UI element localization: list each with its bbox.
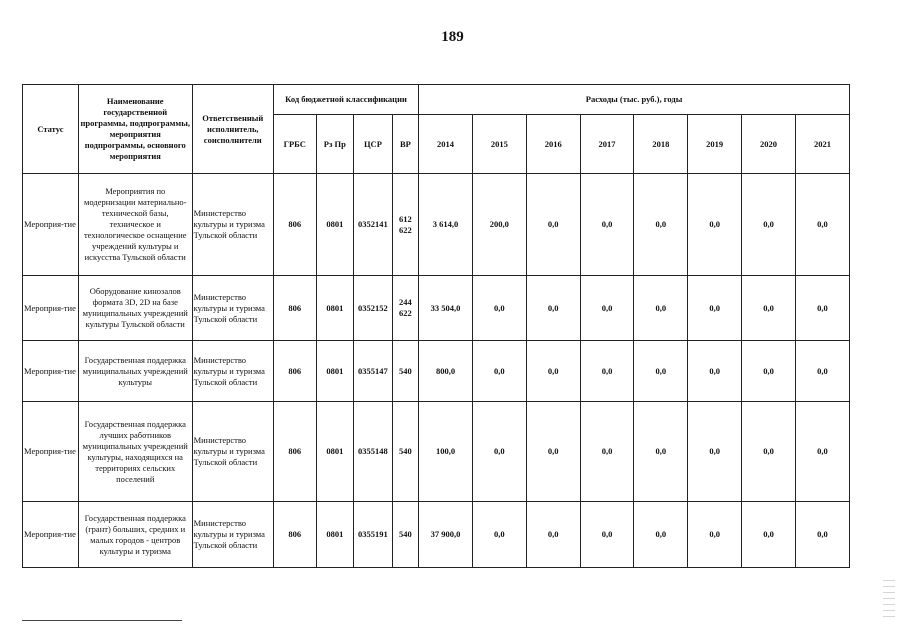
header-status: Статус [23, 85, 79, 174]
row-value-2020: 0,0 [742, 276, 796, 341]
row-value-2018: 0,0 [634, 502, 688, 568]
row-vr: 540 [392, 402, 418, 502]
row-csr: 0355191 [354, 502, 393, 568]
row-value-2021: 0,0 [795, 276, 849, 341]
row-vr: 540 [392, 341, 418, 402]
table-row [23, 341, 850, 402]
row-grbs: 806 [273, 276, 316, 341]
row-value-2021: 0,0 [795, 502, 849, 568]
row-rzpr: 0801 [316, 276, 354, 341]
row-value-2015: 200,0 [472, 174, 526, 276]
row-value-2019: 0,0 [688, 402, 742, 502]
row-executor: Министерство культуры и туризма Тульской области [192, 341, 273, 402]
row-value-2015: 0,0 [472, 341, 526, 402]
row-value-2016: 0,0 [526, 402, 580, 502]
header-vr: ВР [392, 115, 418, 174]
row-value-2014: 33 504,0 [419, 276, 473, 341]
row-value-2020: 0,0 [742, 341, 796, 402]
row-executor: Министерство культуры и туризма Тульской области [192, 174, 273, 276]
header-budget-code: Код бюджетной классификации [273, 85, 418, 115]
row-value-2018: 0,0 [634, 402, 688, 502]
row-value-2017: 0,0 [580, 341, 634, 402]
row-value-2016: 0,0 [526, 276, 580, 341]
table-row [23, 174, 850, 276]
header-year-2020: 2020 [742, 115, 796, 174]
row-value-2015: 0,0 [472, 276, 526, 341]
table-row [23, 502, 850, 568]
row-value-2014: 3 614,0 [419, 174, 473, 276]
header-executor: Ответственный исполнитель, соисполнители [192, 85, 273, 174]
row-vr: 612 622 [392, 174, 418, 276]
row-grbs: 806 [273, 341, 316, 402]
row-rzpr: 0801 [316, 174, 354, 276]
footnote-divider [22, 620, 182, 621]
header-expenses: Расходы (тыс. руб.), годы [419, 85, 850, 115]
row-value-2018: 0,0 [634, 341, 688, 402]
row-status: Мероприя-тие [23, 276, 79, 341]
row-value-2017: 0,0 [580, 174, 634, 276]
row-name: Оборудование кинозалов формата 3D, 2D на базе муниципальных учреждений культуры Тульской области [78, 276, 192, 341]
row-status: Мероприя-тие [23, 174, 79, 276]
table-row [23, 402, 850, 502]
row-rzpr: 0801 [316, 341, 354, 402]
row-value-2014: 800,0 [419, 341, 473, 402]
budget-table [22, 84, 850, 568]
row-executor: Министерство культуры и туризма Тульской области [192, 402, 273, 502]
row-value-2016: 0,0 [526, 502, 580, 568]
row-csr: 0355148 [354, 402, 393, 502]
row-name: Государственная поддержка (грант) больших, средних и малых городов - центров культуры и туризма [78, 502, 192, 568]
header-year-2021: 2021 [795, 115, 849, 174]
header-year-2019: 2019 [688, 115, 742, 174]
row-value-2019: 0,0 [688, 502, 742, 568]
header-name: Наименование государственной программы, подпрограммы, мероприятия подпрограммы, основного мероприятия [78, 85, 192, 174]
header-year-2018: 2018 [634, 115, 688, 174]
header-grbs: ГРБС [273, 115, 316, 174]
table-row [23, 276, 850, 341]
row-status: Мероприя-тие [23, 341, 79, 402]
row-name: Государственная поддержка лучших работников муниципальных учреждений культуры, находящихся на территориях сельских поселений [78, 402, 192, 502]
row-name: Государственная поддержка муниципальных учреждений культуры [78, 341, 192, 402]
row-value-2020: 0,0 [742, 502, 796, 568]
row-value-2020: 0,0 [742, 402, 796, 502]
row-value-2015: 0,0 [472, 502, 526, 568]
row-executor: Министерство культуры и туризма Тульской области [192, 502, 273, 568]
row-vr: 540 [392, 502, 418, 568]
row-grbs: 806 [273, 402, 316, 502]
row-value-2021: 0,0 [795, 174, 849, 276]
row-csr: 0355147 [354, 341, 393, 402]
row-value-2016: 0,0 [526, 174, 580, 276]
row-value-2015: 0,0 [472, 402, 526, 502]
header-year-2017: 2017 [580, 115, 634, 174]
row-executor: Министерство культуры и туризма Тульской области [192, 276, 273, 341]
row-value-2019: 0,0 [688, 276, 742, 341]
page-number: 189 [441, 29, 464, 45]
row-value-2021: 0,0 [795, 402, 849, 502]
row-value-2020: 0,0 [742, 174, 796, 276]
header-year-2016: 2016 [526, 115, 580, 174]
row-grbs: 806 [273, 174, 316, 276]
row-csr: 0352141 [354, 174, 393, 276]
row-vr: 244 622 [392, 276, 418, 341]
header-year-2014: 2014 [419, 115, 473, 174]
row-grbs: 806 [273, 502, 316, 568]
row-value-2017: 0,0 [580, 502, 634, 568]
row-value-2016: 0,0 [526, 341, 580, 402]
row-value-2021: 0,0 [795, 341, 849, 402]
row-value-2018: 0,0 [634, 276, 688, 341]
header-year-2015: 2015 [472, 115, 526, 174]
row-value-2018: 0,0 [634, 174, 688, 276]
row-rzpr: 0801 [316, 502, 354, 568]
row-value-2014: 37 900,0 [419, 502, 473, 568]
row-value-2017: 0,0 [580, 402, 634, 502]
row-value-2017: 0,0 [580, 276, 634, 341]
row-status: Мероприя-тие [23, 402, 79, 502]
row-name: Мероприятия по модернизации материально-технической базы, техническое и технологическое оснащение учреждений культуры и искусства Тульской области [78, 174, 192, 276]
header-csr: ЦСР [354, 115, 393, 174]
row-csr: 0352152 [354, 276, 393, 341]
row-rzpr: 0801 [316, 402, 354, 502]
row-value-2019: 0,0 [688, 341, 742, 402]
header-rzpr: Рз Пр [316, 115, 354, 174]
row-status: Мероприя-тие [23, 502, 79, 568]
row-value-2019: 0,0 [688, 174, 742, 276]
scan-artifact [883, 580, 895, 620]
row-value-2014: 100,0 [419, 402, 473, 502]
